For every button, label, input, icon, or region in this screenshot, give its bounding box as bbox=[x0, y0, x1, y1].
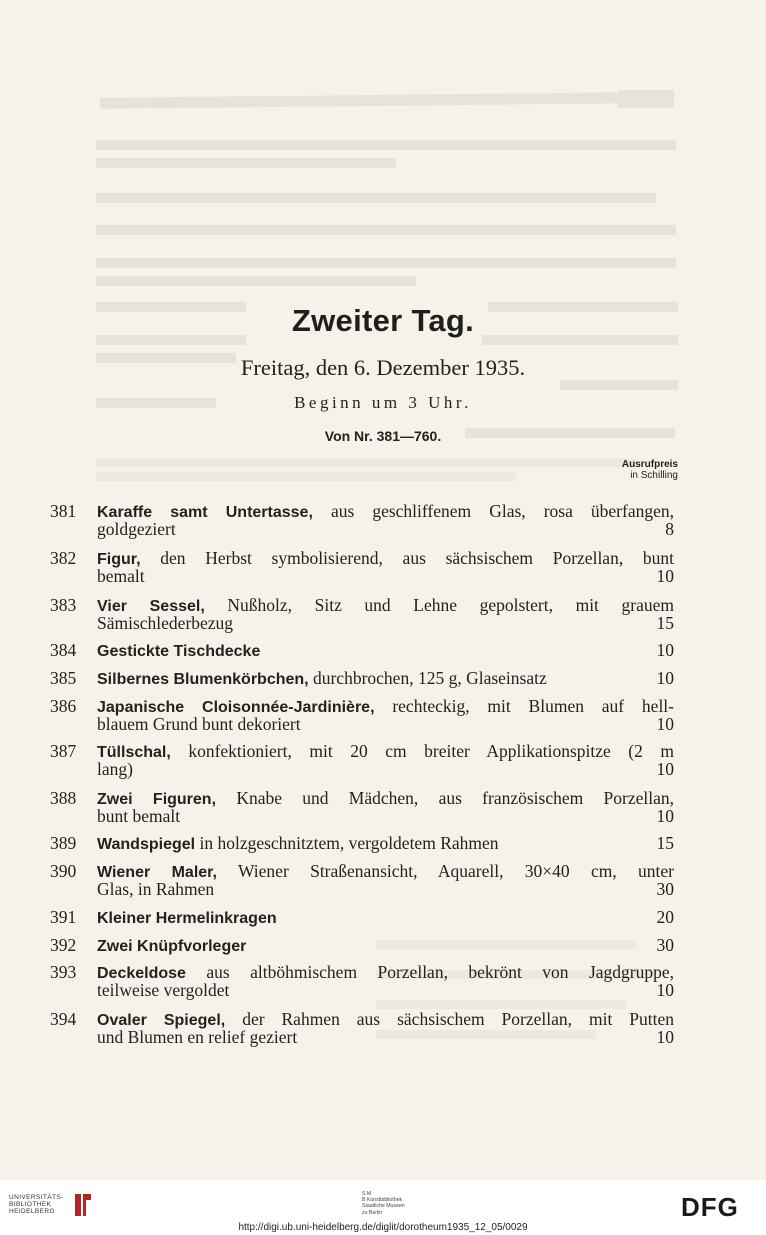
lot-text: den Herbst symbolisierend, aus sächsischem Porzellan, bunt bbox=[140, 548, 674, 568]
lot-text: aus geschliffenem Glas, rosa überfangen, bbox=[312, 501, 674, 521]
lot-name: Japanische Cloisonnée-Jardinière, bbox=[97, 699, 375, 716]
permalink-url[interactable]: http://digi.ub.uni-heidelberg.de/diglit/dorotheum1935_12_05/0029 bbox=[238, 1222, 528, 1233]
uni-line2: BIBLIOTHEK bbox=[9, 1201, 52, 1208]
lot-text: in holzgeschnitztem, vergoldetem Rahmen bbox=[195, 833, 499, 853]
lot-number: 382 bbox=[50, 548, 77, 568]
lot-name: Deckeldose bbox=[97, 965, 186, 982]
lot-description bbox=[97, 669, 674, 689]
lot-name: Tüllschal, bbox=[97, 744, 171, 761]
lot-description bbox=[97, 641, 674, 661]
lot-text: rechteckig, mit Blumen auf hell- bbox=[374, 696, 674, 716]
lot-text: Nußholz, Sitz und Lehne gepolstert, mit grauem bbox=[204, 595, 674, 615]
lot-description bbox=[97, 908, 674, 928]
lot-text: konfektioniert, mit 20 cm breiter Applikationspitze (2 m bbox=[170, 741, 674, 761]
lot-number: 391 bbox=[50, 907, 77, 927]
lot-price: 10 bbox=[656, 668, 674, 688]
lot-text: Wiener Straßenansicht, Aquarell, 30×40 cm, unter bbox=[216, 861, 675, 881]
lot-name: Figur, bbox=[97, 551, 141, 568]
lot-text: aus altböhmischem Porzellan, bekrönt von Jagdgruppe, bbox=[185, 962, 674, 982]
smb-line2: B Kunstbibliothek bbox=[362, 1197, 403, 1204]
uni-line1: UNIVERSITÄTS- bbox=[9, 1194, 64, 1201]
dfg-logo[interactable]: DFG bbox=[681, 1192, 739, 1222]
lot-price: 10 bbox=[656, 980, 674, 1000]
lot-price: 15 bbox=[656, 833, 674, 853]
price-column-header bbox=[622, 459, 678, 481]
lot-price: 8 bbox=[665, 519, 674, 539]
lot-continuation: goldgeziert bbox=[97, 519, 176, 539]
lot-description bbox=[97, 549, 674, 569]
uni-line3: HEIDELBERG bbox=[9, 1208, 55, 1215]
lot-price: 10 bbox=[656, 640, 674, 660]
page-title: Zweiter Tag. bbox=[291, 303, 475, 338]
lot-price: 10 bbox=[656, 1027, 674, 1047]
lot-price: 30 bbox=[656, 935, 674, 955]
lot-description bbox=[97, 742, 674, 762]
lot-description bbox=[97, 502, 674, 522]
lot-price: 20 bbox=[656, 907, 674, 927]
lot-name: Ovaler Spiegel, bbox=[97, 1012, 226, 1029]
lot-description bbox=[97, 789, 674, 809]
lot-name: Zwei Knüpfvorleger bbox=[97, 938, 247, 955]
lot-number: 389 bbox=[50, 833, 77, 853]
lot-price: 10 bbox=[656, 806, 674, 826]
price-header-line2: in Schilling bbox=[630, 470, 678, 481]
lot-name: Gestickte Tischdecke bbox=[97, 643, 261, 660]
lot-number: 390 bbox=[50, 861, 77, 881]
lot-price: 10 bbox=[656, 566, 674, 586]
lot-name: Wandspiegel bbox=[97, 836, 196, 853]
lot-number: 383 bbox=[50, 595, 77, 615]
lot-number: 385 bbox=[50, 668, 77, 688]
lot-name: Kleiner Hermelinkragen bbox=[97, 910, 277, 927]
lot-continuation: blauem Grund bunt dekoriert bbox=[97, 714, 301, 734]
lot-name: Karaffe samt Untertasse, bbox=[97, 504, 313, 521]
lot-name: Wiener Maler, bbox=[97, 864, 217, 881]
lot-description bbox=[97, 936, 674, 956]
lot-name: Zwei Figuren, bbox=[97, 791, 217, 808]
lot-continuation: Sämischlederbezug bbox=[97, 613, 234, 633]
smb-kunstbibliothek-logo[interactable] bbox=[362, 1191, 405, 1216]
smb-line4: zu Berlin bbox=[362, 1209, 383, 1216]
lot-price: 10 bbox=[656, 714, 674, 734]
lot-number: 388 bbox=[50, 788, 77, 808]
smb-line1: S M bbox=[362, 1191, 372, 1197]
lot-number: 387 bbox=[50, 741, 77, 761]
lot-continuation: und Blumen en relief geziert bbox=[97, 1027, 298, 1047]
lot-range: Von Nr. 381—760. bbox=[324, 428, 442, 444]
lot-price: 10 bbox=[656, 759, 674, 779]
lot-price: 30 bbox=[656, 879, 674, 899]
lot-number: 392 bbox=[50, 935, 77, 955]
lot-continuation: lang) bbox=[97, 759, 133, 779]
lot-continuation: bemalt bbox=[97, 566, 145, 586]
price-header-line1: Ausrufpreis bbox=[621, 459, 678, 470]
lot-continuation: Glas, in Rahmen bbox=[97, 879, 215, 899]
lot-price: 15 bbox=[656, 613, 674, 633]
lot-number: 381 bbox=[50, 501, 77, 521]
smb-line3: Staatliche Museen bbox=[362, 1203, 405, 1210]
lot-number: 393 bbox=[50, 962, 77, 982]
lot-name: Silbernes Blumenkörbchen, bbox=[97, 671, 309, 688]
lot-number: 386 bbox=[50, 696, 77, 716]
lot-continuation: bunt bemalt bbox=[97, 806, 181, 826]
start-time: Beginn um 3 Uhr. bbox=[294, 393, 472, 412]
auction-date: Freitag, den 6. Dezember 1935. bbox=[240, 355, 526, 380]
lot-number: 384 bbox=[50, 640, 77, 660]
heidelberg-library-logo[interactable] bbox=[9, 1194, 64, 1215]
lot-number: 394 bbox=[50, 1009, 77, 1029]
lot-text: durchbrochen, 125 g, Glaseinsatz bbox=[308, 668, 547, 688]
lot-name: Vier Sessel, bbox=[97, 598, 205, 615]
heidelberg-emblem-icon bbox=[72, 1192, 94, 1218]
lot-description bbox=[97, 834, 674, 854]
lot-continuation: teilweise vergoldet bbox=[97, 980, 230, 1000]
lot-text: Knabe und Mädchen, aus französischem Porzellan, bbox=[216, 788, 674, 808]
lot-text: der Rahmen aus sächsischem Porzellan, mit Putten bbox=[225, 1009, 675, 1029]
